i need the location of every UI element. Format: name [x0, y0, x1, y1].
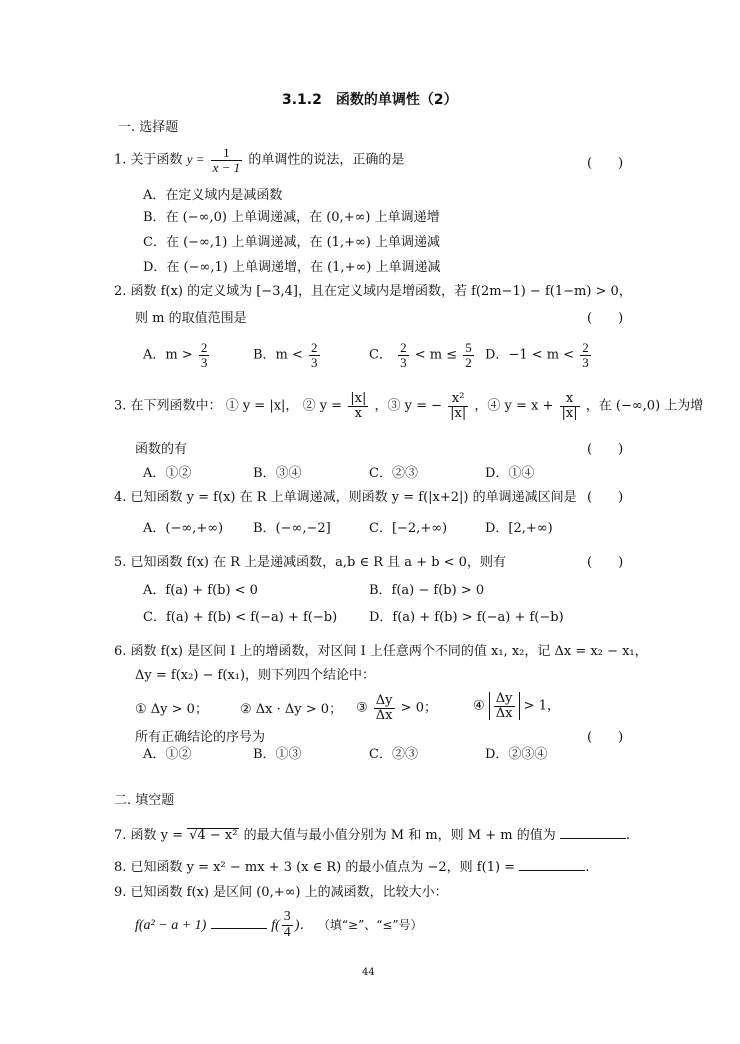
question-3-option-c: C．②③ — [369, 466, 418, 481]
fraction-numerator: |x| — [350, 391, 367, 406]
question-1-option-d: D．在 (−∞,1) 上单调递增，在 (1,+∞) 上单调递减 — [143, 260, 441, 275]
question-3-option-a: A．①② — [143, 466, 192, 481]
question-8-period: . — [585, 860, 590, 875]
question-6-text: 函数 f(x) 是区间 I 上的增函数，对区间 I 上任意两个不同的值 x₁, x₂，记 Δx = x₂ − x₁， — [130, 644, 648, 659]
fraction-denominator: Δx — [495, 705, 513, 721]
question-7-answer-blank[interactable] — [560, 826, 626, 839]
question-2-option-d-text: D．−1 < m < — [485, 347, 575, 363]
fraction-numerator: 2 — [311, 340, 318, 355]
sqrt-sign: √ — [189, 828, 198, 843]
section-choice-heading: 一. 选择题 — [118, 120, 179, 135]
question-8-text: 已知函数 y = x² − mx + 3 (x ∈ R) 的最小值点为 −2，则 f(1) = — [130, 860, 516, 875]
question-9-right-fraction — [282, 910, 293, 940]
question-9-answer-blank[interactable] — [211, 916, 267, 929]
page-number: 44 — [362, 967, 375, 978]
question-2-option-d-fraction — [580, 341, 591, 369]
question-2-option-c-fraction-1 — [398, 341, 409, 369]
question-9-hint: （填“≥”、“≤”号） — [317, 918, 423, 933]
fraction-numerator: 3 — [283, 909, 291, 924]
question-2-line-1 — [114, 285, 632, 298]
page-title: 3.1.2 函数的单调性（2） — [282, 92, 458, 108]
question-3-function-2: ② y = — [302, 398, 343, 414]
question-1-option-a: A．在定义域内是减函数 — [143, 188, 283, 203]
question-8 — [114, 858, 589, 874]
question-5-text: 已知函数 f(x) 在 R 上是递减函数，a,b ∈ R 且 a + b < 0，则有 — [130, 555, 506, 570]
fraction-numerator: 2 — [200, 340, 208, 355]
question-3-function-1: ① y = |x|， — [225, 398, 299, 414]
question-7-sqrt — [187, 828, 239, 843]
fraction-denominator: 3 — [200, 354, 208, 370]
question-2-option-c — [369, 341, 476, 369]
question-3-suffix: ，在 (−∞,0) 上为增 — [585, 398, 704, 414]
question-3-prefix: 在下列函数中： — [130, 398, 222, 414]
question-7-suffix: 的最大值与最小值分别为 M 和 m，则 M + m 的值为 — [243, 828, 556, 843]
question-2-option-d — [485, 341, 593, 369]
question-4-text: 已知函数 y = f(x) 在 R 上单调递减，则函数 y = f(|x+2|) 的单调递减区间是 — [130, 490, 577, 505]
question-2-option-a-fraction — [199, 341, 210, 369]
question-7-period: . — [625, 828, 631, 843]
question-7-radicand: 4 − x² — [197, 828, 238, 843]
conclusion-relation: > 0； — [400, 700, 437, 716]
question-1-y: y = — [186, 151, 205, 167]
question-2-option-b-fraction — [309, 341, 320, 369]
question-2-option-c-text: C． — [369, 347, 392, 363]
question-1-fraction — [211, 146, 243, 174]
question-5-option-c: C．f(a) + f(b) < f(−a) + f(−b) — [143, 610, 338, 625]
question-4-option-a: A．(−∞,+∞) — [143, 521, 224, 536]
question-1-answer-paren: ( ) — [587, 156, 624, 171]
question-1-fraction-denominator: x − 1 — [212, 159, 241, 175]
fraction-denominator: 3 — [311, 354, 318, 370]
question-4-option-b: B．(−∞,−2] — [253, 521, 331, 536]
question-6-option-d: D．②③④ — [485, 747, 548, 762]
conclusion-relation: > 1， — [523, 698, 560, 714]
question-6-conclusion-4 — [473, 692, 560, 720]
question-2-option-a-text: A．m > — [143, 347, 193, 363]
question-3-answer-paren: ( ) — [587, 442, 624, 457]
question-6-number: 6. — [114, 644, 127, 659]
question-4-option-d: D．[2,+∞) — [485, 521, 553, 536]
question-6-option-a: A．①② — [143, 747, 192, 762]
question-4-number: 4. — [114, 490, 127, 505]
question-6-conclusion-3 — [356, 694, 437, 722]
fraction-denominator: Δx — [375, 707, 393, 723]
question-5-answer-paren: ( ) — [587, 555, 624, 570]
question-9-right-prefix: f( — [271, 918, 280, 934]
question-8-number: 8. — [114, 860, 127, 875]
question-7-number: 7. — [114, 828, 127, 843]
question-9-line-1 — [114, 886, 448, 899]
question-2-option-c-middle: < m ≤ — [414, 347, 458, 363]
question-7-prefix: 函数 y = — [130, 828, 184, 843]
question-3-number: 3. — [114, 398, 127, 414]
question-3-line-2: 函数的有 — [135, 442, 188, 457]
question-6-conclusion-4-absolute — [489, 692, 520, 720]
question-2-option-a — [143, 341, 211, 369]
question-6-option-b: B．①③ — [253, 747, 302, 762]
section-fill-heading: 二. 填空题 — [114, 793, 175, 808]
question-2-option-c-fraction-2 — [463, 341, 474, 369]
conclusion-marker: ④ — [473, 698, 485, 714]
question-5-option-d: D．f(a) + f(b) > f(−a) + f(−b) — [369, 610, 564, 625]
question-3-function-3: ，③ y = − — [374, 398, 442, 414]
question-6-conclusion-4-fraction — [494, 692, 515, 720]
question-6-answer-paren: ( ) — [587, 730, 624, 745]
fraction-denominator: x — [354, 405, 362, 421]
fraction-numerator: x² — [448, 392, 468, 407]
conclusion-marker: ③ — [356, 700, 368, 716]
question-1-fraction-numerator: 1 — [211, 146, 243, 161]
question-3-function-2-fraction — [348, 392, 368, 420]
question-2-line-2: 则 m 的取值范围是 — [135, 311, 247, 326]
question-6-line-3: 所有正确结论的序号为 — [135, 730, 266, 745]
question-4-option-c: C．[−2,+∞) — [369, 521, 448, 536]
question-1-option-c: C．在 (−∞,1) 上单调递减，在 (1,+∞) 上单调递减 — [143, 235, 441, 250]
fraction-denominator: 2 — [465, 354, 472, 370]
fraction-numerator: 5 — [465, 340, 472, 355]
question-9-line-2 — [135, 910, 423, 940]
question-6-conclusion-3-fraction — [374, 694, 395, 722]
question-5-line-1 — [114, 556, 506, 569]
fraction-numerator: Δy — [495, 691, 513, 706]
question-7 — [114, 826, 630, 843]
fraction-numerator: 2 — [400, 340, 407, 355]
question-4-line-1 — [114, 491, 577, 504]
question-3-function-4-fraction — [560, 392, 580, 420]
question-3-function-4: ，④ y = x + — [474, 398, 554, 414]
fraction-denominator: 3 — [582, 354, 589, 370]
question-1-number: 1. — [114, 152, 127, 168]
question-9-left-expression: f(a² − a + 1) — [135, 918, 207, 934]
question-9-number: 9. — [114, 885, 127, 900]
fraction-numerator: Δy — [375, 693, 393, 708]
question-4-answer-paren: ( ) — [587, 490, 624, 505]
question-9-text: 已知函数 f(x) 是区间 (0,+∞) 上的减函数，比较大小： — [130, 885, 448, 900]
question-3-line-1 — [114, 392, 703, 420]
question-9-right-suffix: )． — [294, 918, 314, 934]
fraction-denominator: 3 — [400, 354, 407, 370]
question-2-text: 函数 f(x) 的定义域为 [−3,4]，且在定义域内是增函数，若 f(2m−1) − f(1−m) > 0， — [130, 284, 632, 299]
question-3-function-3-fraction — [448, 392, 468, 420]
question-5-option-a: A．f(a) + f(b) < 0 — [143, 583, 258, 598]
question-5-number: 5. — [114, 555, 127, 570]
question-6-conclusion-1: ① Δy > 0； — [135, 702, 208, 717]
question-1-suffix: 的单调性的说法，正确的是 — [248, 152, 405, 168]
question-2-number: 2. — [114, 284, 127, 299]
question-1 — [114, 146, 404, 174]
question-6-line-2: Δy = f(x₂) − f(x₁)，则下列四个结论中： — [135, 668, 376, 683]
question-2-option-b — [253, 341, 322, 369]
fraction-denominator: |x| — [450, 405, 467, 421]
question-6-line-1 — [114, 645, 648, 658]
question-2-option-b-text: B．m < — [253, 347, 303, 363]
question-5-option-b: B．f(a) − f(b) > 0 — [369, 583, 485, 598]
fraction-denominator: 4 — [283, 924, 291, 940]
question-3-option-d: D．①④ — [485, 466, 535, 481]
question-6-option-c: C．②③ — [369, 747, 418, 762]
question-8-answer-blank[interactable] — [519, 858, 585, 871]
question-2-answer-paren: ( ) — [587, 311, 624, 326]
fraction-numerator: x — [560, 392, 580, 407]
question-6-conclusion-2: ② Δx · Δy > 0； — [240, 702, 343, 717]
fraction-denominator: |x| — [561, 405, 578, 421]
question-1-prefix: 关于函数 — [130, 152, 183, 168]
question-3-option-b: B．③④ — [253, 466, 302, 481]
fraction-numerator: 2 — [582, 340, 589, 355]
question-1-option-b: B．在 (−∞,0) 上单调递减，在 (0,+∞) 上单调递增 — [143, 210, 440, 225]
